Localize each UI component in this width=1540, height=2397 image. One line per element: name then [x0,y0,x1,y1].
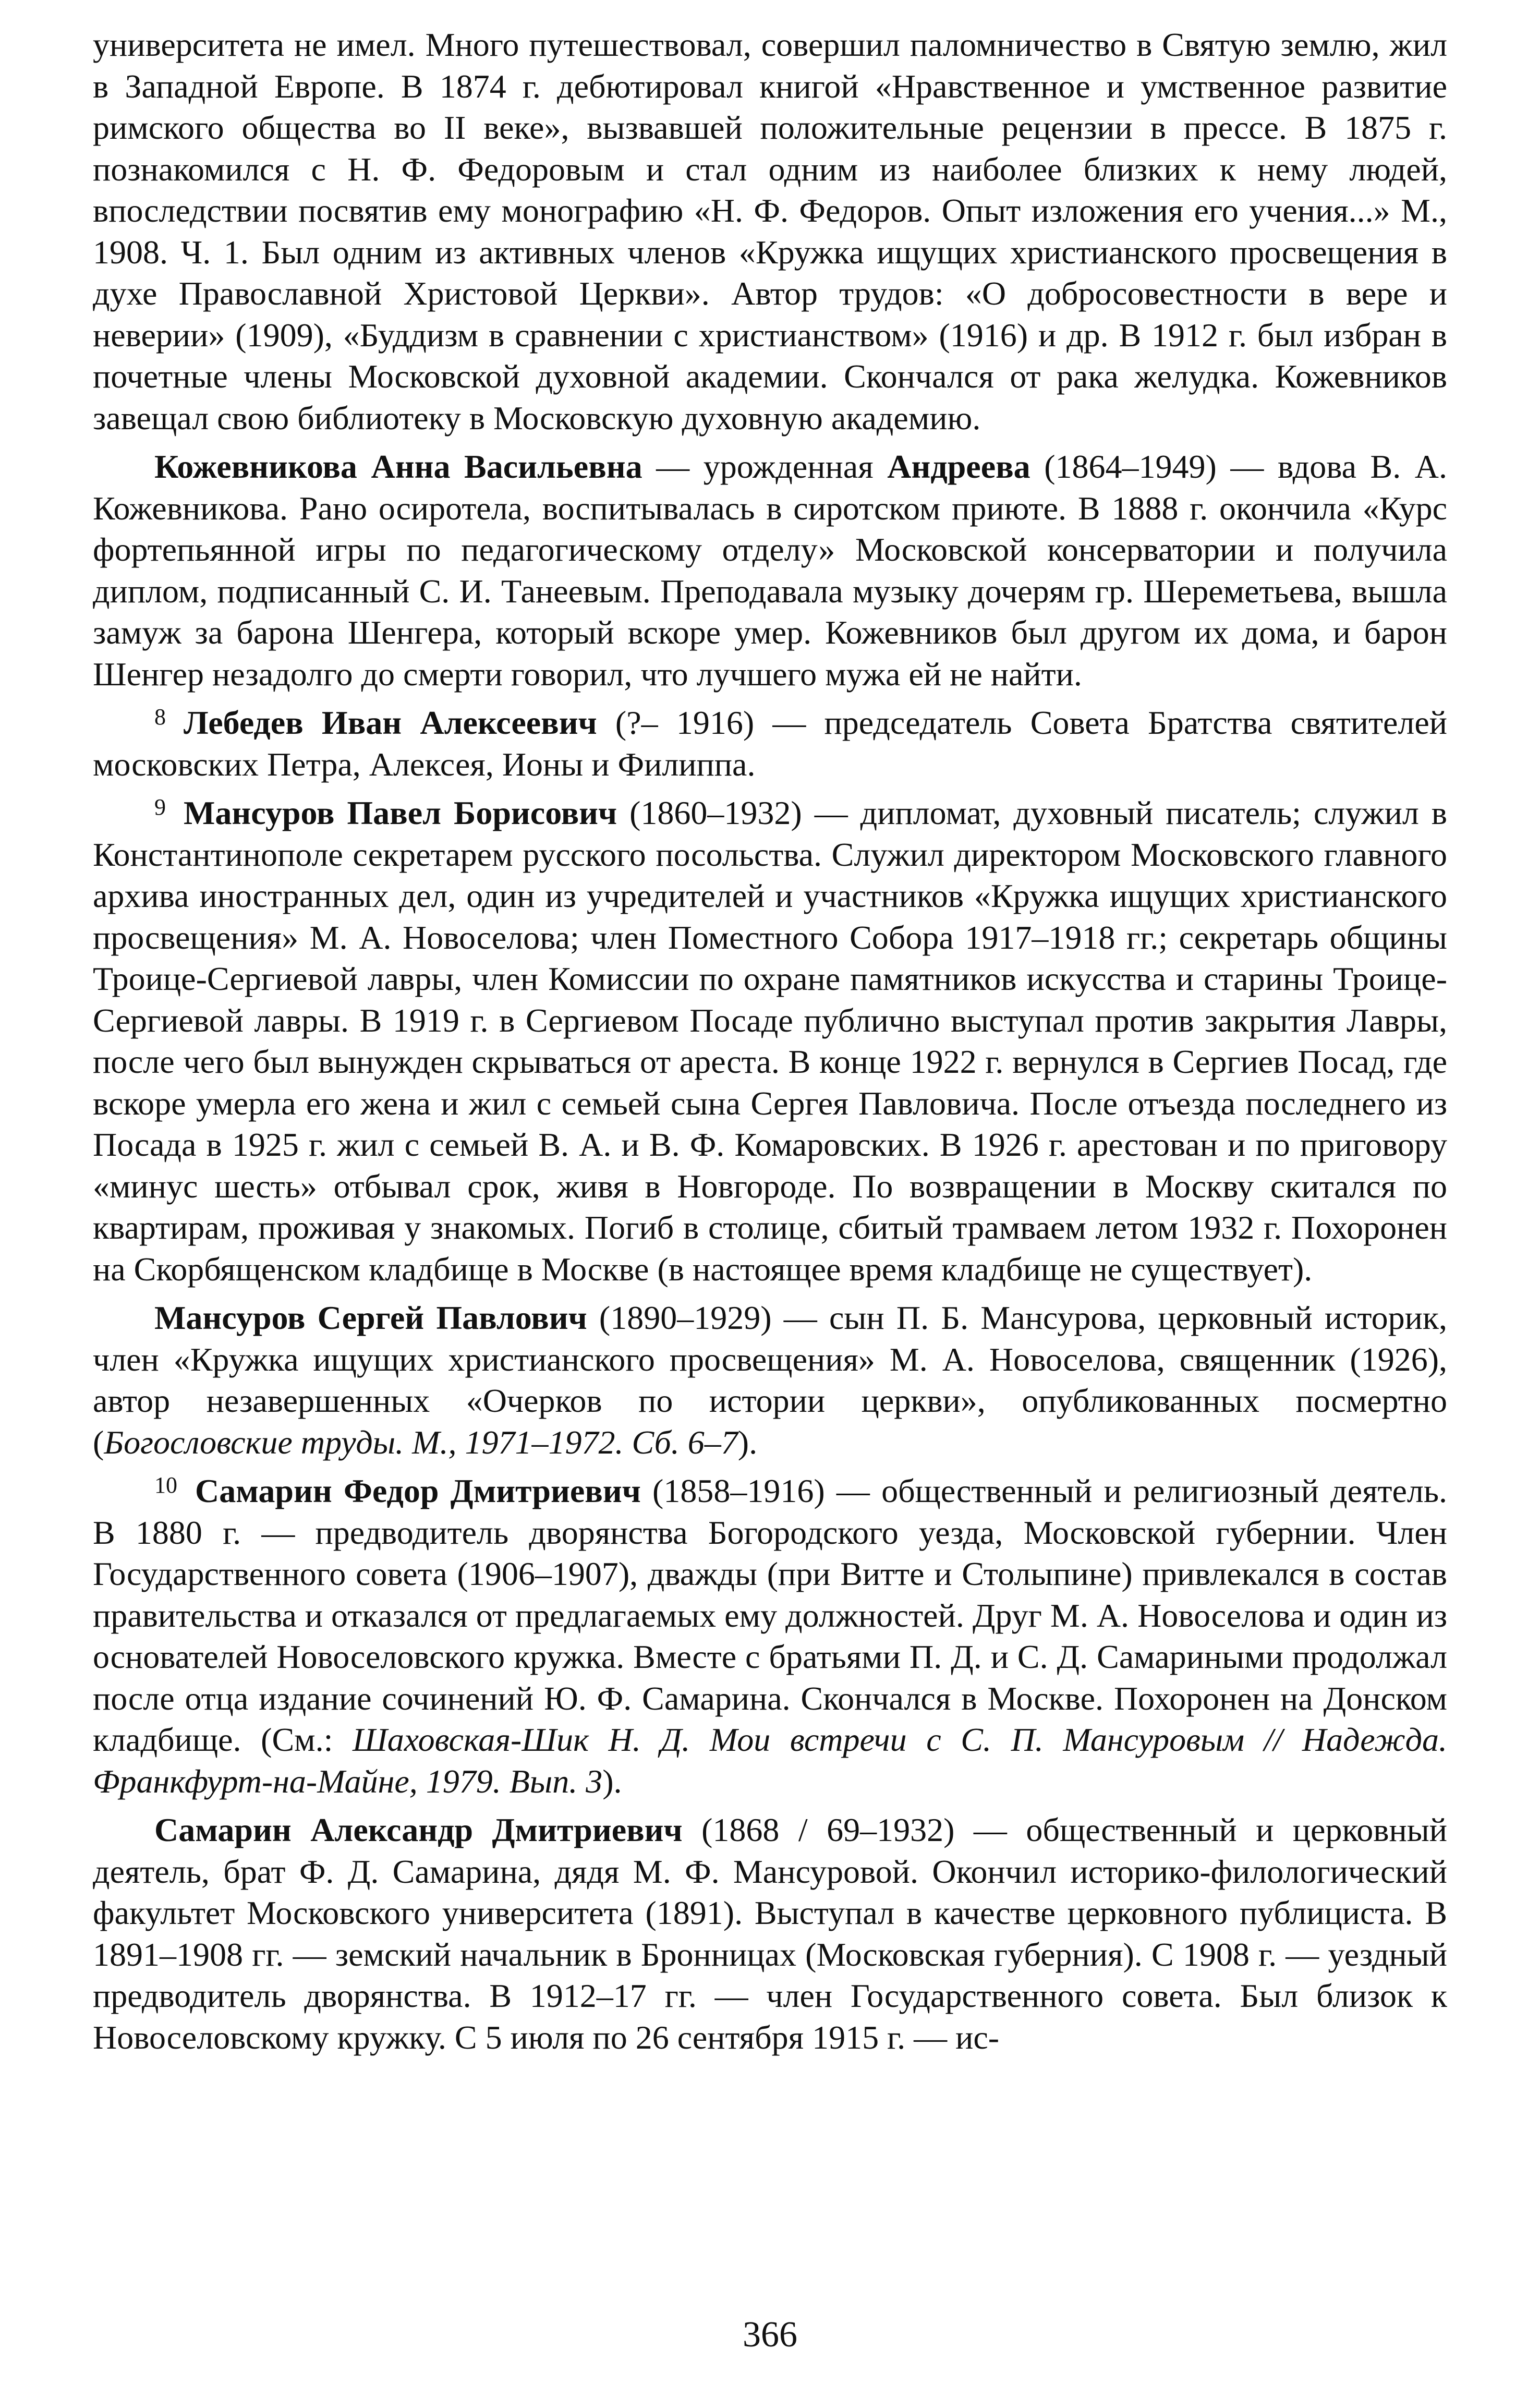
entry-name: Лебедев Иван Алексеевич [184,704,597,741]
entry-text: (1860–1932) — дипломат, духовный писатель; служил в Константинополе секретарем русского посольства. Служил директором Московского главного архива иностранных дел, один из учредителей и участников «Кружка ищущих христианского просвещения» М. А. Новоселова; член Поместного Собора 1917–1918 гг.; секретарь общины Троице-Сергиевой лавры, член Комиссии по охране памятников искусства и старины Троице-Сергиевой лавры. В 1919 г. в Сергиевом Посаде публично выступал против закрытия Лавры, после чего был вынужден скрываться от ареста. В конце 1922 г. вернулся в Сергиев Посад, где вскоре умерла его жена и жил с семьей сына Сергея Павловича. После отъезда последнего из Посада в 1925 г. жил с семьей В. А. и В. Ф. Комаровских. В 1926 г. арестован и по приговору «минус шесть» отбывал срок, живя в Новгороде. По возвращении в Москву скитался по квартирам, проживая у знакомых. Погиб в столице, сбитый трамваем летом 1932 г. Похоронен на Скорбященском кладбище в Москве (в настоящее время кладбище не существует). [93,794,1448,1288]
entry-lebedev [93,702,1447,785]
entry-mansurov-pavel [93,792,1447,1290]
note-number: 8 [154,704,166,730]
entry-text: (?– 1916) — председатель Совета Братства святителей московских Петра, Алексея, Ионы и Филиппа. [93,704,1448,783]
entry-text: ). [737,1423,758,1461]
page-number: 366 [743,2315,797,2355]
entry-mansurov-sergei [93,1297,1447,1463]
entry-name: Кожевникова Анна Васильевна [154,448,642,485]
entry-text: (1858–1916) — общественный и религиозный деятель. В 1880 г. — предводитель дворянства Богородского уезда, Московской губернии. Член Государственного совета (1906–1907), дважды (при Витте и Столыпине) привлекался в состав правительства и отказался от предлагаемых ему должностей. Друг М. А. Новоселова и один из основателей Новоселовского кружка. Вместе с братьями П. Д. и С. Д. Самариными продолжал после отца издание сочинений Ю. Ф. Самарина. Скончался в Москве. Похоронен на Донском кладбище. (См.: [93,1472,1448,1758]
entry-samarin-aleksandr [93,1809,1447,2058]
entry-text: ). [602,1762,622,1800]
note-number: 9 [154,794,166,820]
entry-name: Мансуров Сергей Павлович [154,1299,587,1336]
entry-samarin-fedor [93,1470,1447,1802]
entry-maiden-name: Андреева [887,448,1030,485]
entry-name: Самарин Александр Дмитриевич [154,1811,683,1848]
entry-citation: Богословские труды. М., 1971–1972. Сб. 6–7 [104,1423,738,1461]
entry-text: (1890–1929) — сын П. Б. Мансурова, церковный историк, член «Кружка ищущих христианского просвещения» М. А. Новоселова, священник (1926), автор незавершенных «Очерков по истории церкви», опубликованных посмертно ( [93,1299,1448,1461]
entry-text: (1868 / 69–1932) — общественный и церковный деятель, брат Ф. Д. Самарина, дядя М. Ф. Мансуровой. Окончил историко-филологический факультет Московского университета (1891). Выступал в качестве церковного публициста. В 1891–1908 гг. — земский начальник в Бронницах (Московская губерния). С 1908 г. — уездный предводитель дворянства. В 1912–17 гг. — член Государственного совета. Был близок к Новоселовскому кружку. С 5 июля по 26 сентября 1915 г. — ис- [93,1811,1447,2056]
entry-name: Самарин Федор Дмитриевич [195,1472,641,1509]
entry-text: университета не имел. Много путешествовал, совершил паломничество в Святую землю, жил в Западной Европе. В 1874 г. дебютировал книгой «Нравственное и умственное развитие римского общества во II веке», вызвавшей положительные рецензии в прессе. В 1875 г. познакомился с Н. Ф. Федоровым и стал одним из наиболее близких к нему людей, впоследствии посвятив ему монографию «Н. Ф. Федоров. Опыт изложения его учения...» М., 1908. Ч. 1. Был одним из активных членов «Кружка ищущих христианского просвещения в духе Православной Христовой Церкви». Автор трудов: «О добросовестности в вере и неверии» (1909), «Буддизм в сравнении с христианством» (1916) и др. В 1912 г. был избран в почетные члены Московской духовной академии. Скончался от рака желудка. Кожевников завещал свою библиотеку в Московскую духовную академию. [93,26,1447,437]
entry-kozhevnikov-continued [93,24,1447,439]
entry-citation: Шаховская-Шик Н. Д. Мои встречи с С. П. Мансуровым // Надежда. Франкфурт-на-Майне, 1979. Вып. 3 [93,1721,1447,1800]
page-body [93,24,1447,2065]
entry-name: Мансуров Павел Борисович [184,794,617,831]
entry-text: (1864–1949) — вдова В. А. Кожевникова. Рано осиротела, воспитывалась в сиротском приюте. В 1888 г. окончила «Курс фортепьянной игры по педагогическому отделу» Московской консерватории и получила диплом, подписанный С. И. Танеевым. Преподавала музыку дочерям гр. Шереметьева, вышла замуж за барона Шенгера, который вскоре умер. Кожевников был другом их дома, и барон Шенгер незадолго до смерти говорил, что лучшего мужа ей не найти. [93,448,1448,693]
entry-text: — урожденная [642,448,888,485]
note-number: 10 [154,1472,177,1498]
entry-kozhevnikova [93,446,1447,695]
